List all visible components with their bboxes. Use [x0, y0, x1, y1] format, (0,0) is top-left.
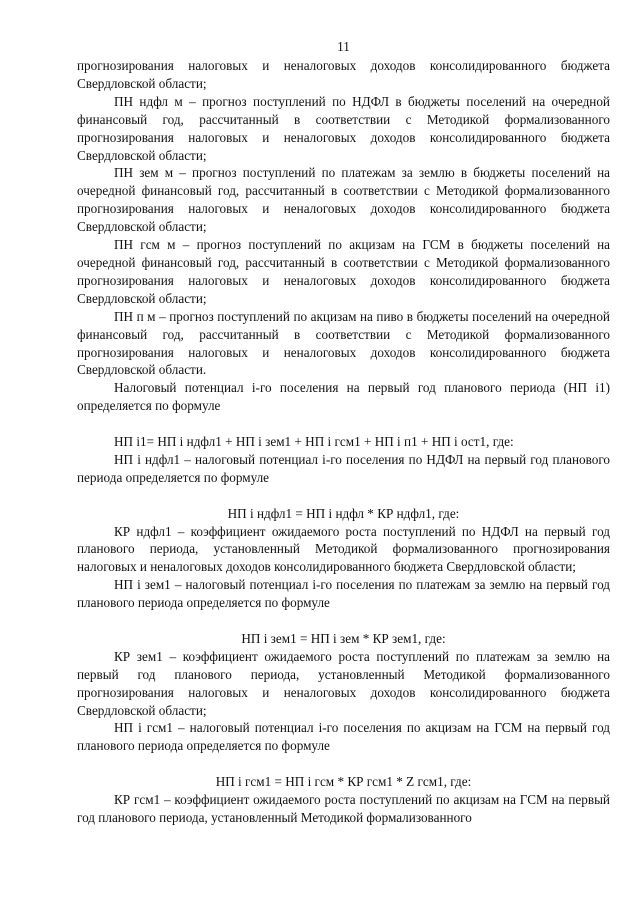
paragraph-tax-potential-intro: Налоговый потенциал i-го поселения на первый год планового периода (НП i1) определяется по формуле: [77, 380, 610, 414]
document-page: [77, 38, 610, 827]
paragraph-continuation: прогнозирования налоговых и неналоговых доходов консолидированного бюджета Свердловской области;: [77, 58, 610, 91]
paragraph-pn-gsm: ПН гсм м – прогноз поступлений по акцизам на ГСМ в бюджеты поселений на очередной финансовый год, рассчитанный в соответствии с Методикой формализованного прогнозирования налоговых и неналоговых доходов консолидированного бюджета Свердловской области;: [77, 237, 610, 306]
paragraph-np-ndfl1: НП i ндфл1 – налоговый потенциал i-го поселения по НДФЛ на первый год планового периода определяется по формуле: [77, 451, 610, 485]
paragraph-kr-zem1: КР зем1 – коэффициент ожидаемого роста поступлений по платежам за землю на первый год планового периода, установленный Методикой формализованного прогнозирования налоговых и неналоговых доходов консолидированного бюджета Свердловской области;: [77, 648, 610, 718]
formula-np-gsm1: НП i гсм1 = НП i гсм * КР гсм1 * Z гсм1, где:: [215, 774, 472, 790]
paragraph-np-gsm1: НП i гсм1 – налоговый потенциал i-го поселения по акцизам на ГСМ на первый год планового периода определяется по формуле: [77, 720, 610, 754]
page-number: 11: [337, 39, 350, 54]
paragraph-pn-ndfl: ПН ндфл м – прогноз поступлений по НДФЛ в бюджеты поселений на очередной финансовый год, рассчитанный в соответствии с Методикой формализованного прогнозирования налоговых и неналоговых доходов консолидированного бюджета Свердловской области;: [77, 93, 610, 163]
paragraph-pn-zem: ПН зем м – прогноз поступлений по платежам за землю в бюджеты поселений на очередной финансовый год, рассчитанный в соответствии с Методикой формализованного прогнозирования налоговых и неналоговых доходов консолидированного бюджета Свердловской области;: [77, 165, 610, 235]
spacer: [77, 415, 610, 433]
formula-np-zem1: НП i зем1 = НП i зем * КР зем1, где:: [241, 630, 446, 646]
paragraph-pn-p: ПН п м – прогноз поступлений по акцизам на пиво в бюджеты поселений на очередной финансовый год, рассчитанный в соответствии с Методикой формализованного прогнозирования налоговых и неналоговых доходов консолидированного бюджета Свердловской области.: [77, 308, 610, 378]
formula-np-ndfl1: НП i ндфл1 = НП i ндфл * КР ндфл1, где:: [227, 505, 460, 521]
spacer: [77, 612, 610, 630]
paragraph-kr-gsm1: КР гсм1 – коэффициент ожидаемого роста поступлений по акцизам на ГСМ на первый год планового периода, установленный Методикой формализованного: [77, 792, 610, 825]
formula-np-i1: НП i1= НП i ндфл1 + НП i зем1 + НП i гсм1 + НП i п1 + НП i ост1, где:: [114, 434, 514, 450]
spacer: [77, 755, 610, 773]
paragraph-np-zem1: НП i зем1 – налоговый потенциал i-го поселения по платежам за землю на первый год планового периода определяется по формуле: [77, 577, 610, 611]
paragraph-kr-ndfl1: КР ндфл1 – коэффициент ожидаемого роста поступлений по НДФЛ на первый год планового периода, установленный Методикой формализованного прогнозирования налоговых и неналоговых доходов консолидированного бюджета Свердловской области;: [77, 523, 610, 575]
spacer: [77, 487, 610, 505]
